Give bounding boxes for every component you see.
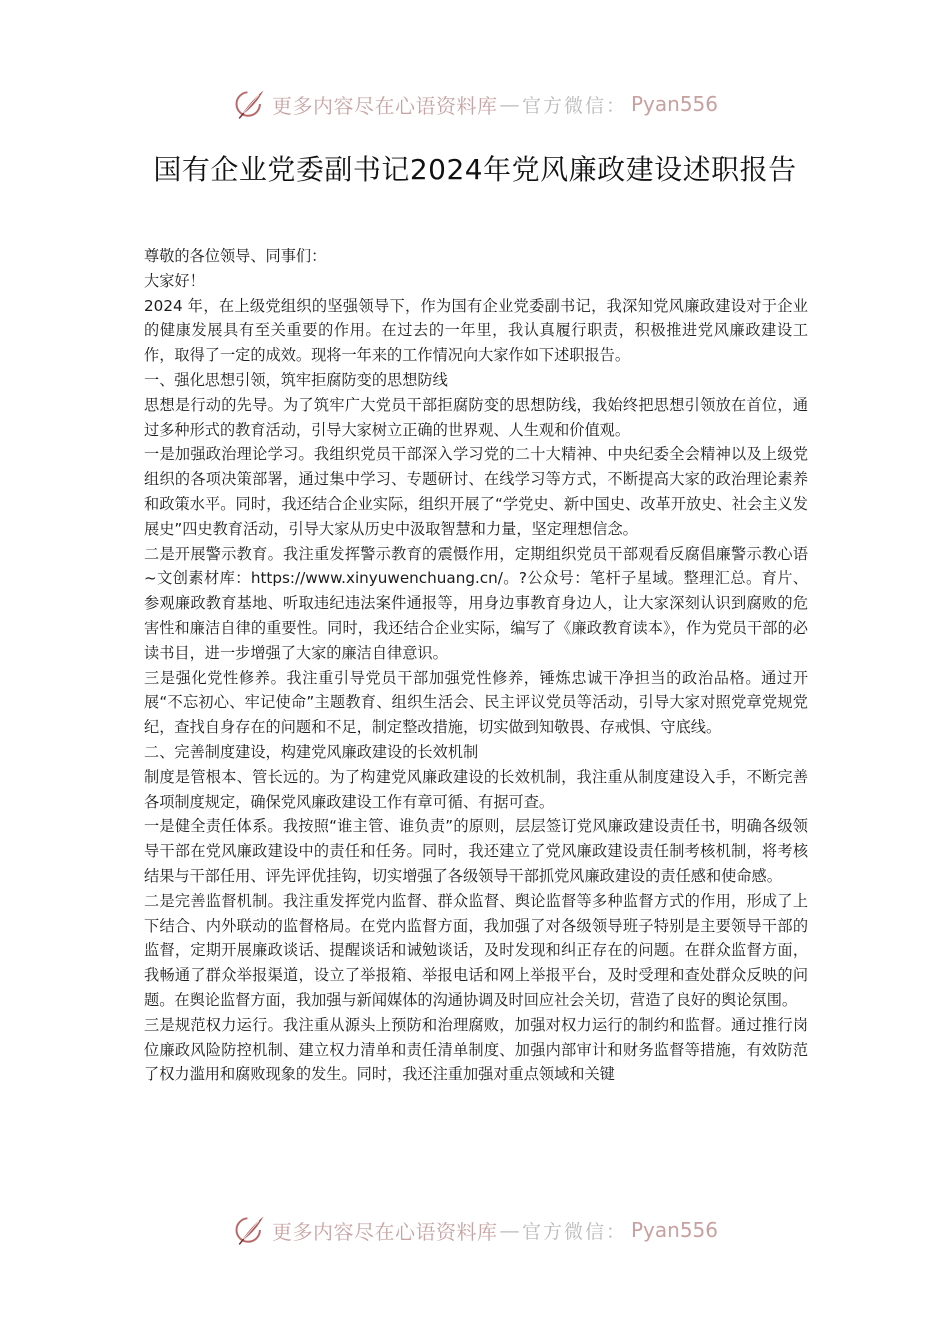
banner-text: 更多内容尽在心语资料库 — [271, 93, 498, 118]
banner-dash: — — [499, 1218, 520, 1242]
paragraph: 制度是管根本、管长远的。为了构建党风廉政建设的长效机制，我注重从制度建设入手，不断完善各项制度规定，确保党风廉政建设工作有章可循、有据可查。 — [144, 767, 808, 811]
paragraph: 一是加强政治理论学习。我组织党员干部深入学习党的二十大精神、中央纪委全会精神以及上级党组织的各项决策部署，通过集中学习、专题研讨、在线学习等方式，不断提高大家的政治理论素养和政策水平。同时，我还结合企业实际，组织开展了“学党史、新中国史、改革开放史、社会主义发展史”四史教育活动，引导大家从历史中汲取智慧和力量，坚定理想信念。 — [144, 445, 808, 538]
banner-wechat-id: Pyan556 — [631, 1218, 719, 1242]
banner-wechat-label: 官方微信： — [521, 1220, 627, 1243]
paragraph: 三是规范权力运行。我注重从源头上预防和治理腐败，加强对权力运行的制约和监督。通过推行岗位廉政风险防控机制、建立权力清单和责任清单制度、加强内部审计和财务监督等措施，有效防范了权力滥用和腐败现象的发生。同时，我还注重加强对重点领域和关键 — [144, 1015, 808, 1084]
paragraph: 二是完善监督机制。我注重发挥党内监督、群众监督、舆论监督等多种监督方式的作用，形成了上下结合、内外联动的监督格局。在党内监督方面，我加强了对各级领导班子特别是主要领导干部的监督，定期开展廉政谈话、提醒谈话和诫勉谈话，及时发现和纠正存在的问题。在群众监督方面，我畅通了群众举报渠道，设立了举报箱、举报电话和网上举报平台，及时受理和查处群众反映的问题。在舆论监督方面，我加强与新闻媒体的沟通协调及时回应社会关切，营造了良好的舆论氛围。 — [144, 891, 808, 1009]
paragraph: 一是健全责任体系。我按照“谁主管、谁负责”的原则，层层签订党风廉政建设责任书，明确各级领导干部在党风廉政建设中的责任和任务。同时，我还建立了党风廉政建设责任制考核机制，将考核结果与干部任用、评先评优挂钩，切实增强了各级领导干部抓党风廉政建设的责任感和使命感。 — [144, 817, 808, 885]
paragraph: 尊敬的各位领导、同事们： — [144, 247, 327, 265]
banner-wechat-id: Pyan556 — [631, 92, 719, 116]
paragraph: 大家好！ — [144, 271, 205, 290]
document-body — [144, 244, 808, 1087]
document-title: 国有企业党委副书记2024年党风廉政建设述职报告 — [153, 153, 797, 186]
paragraph: 思想是行动的先导。为了筑牢广大党员干部拒腐防变的思想防线，我始终把思想引领放在首位，通过多种形式的教育活动，引导大家树立正确的世界观、人生观和价值观。 — [144, 395, 808, 439]
banner-wechat-label: 官方微信： — [521, 94, 627, 117]
section-heading: 二、完善制度建设，构建党风廉政建设的长效机制 — [144, 742, 479, 761]
banner-text: 更多内容尽在心语资料库 — [271, 1219, 498, 1244]
paragraph: 三是强化党性修养。我注重引导党员干部加强党性修养，锤炼忠诚干净担当的政治品格。通过开展“不忘初心、牢记使命”主题教育、组织生活会、民主评议党员等活动，引导大家对照党章党规党纪，查找自身存在的问题和不足，制定整改措施，切实做到知敬畏、存戒惧、守底线。 — [144, 668, 808, 737]
paragraph: 2024 年，在上级党组织的坚强领导下，作为国有企业党委副书记，我深知党风廉政建设对于企业的健康发展具有至关重要的作用。在过去的一年里，我认真履行职责，积极推进党风廉政建设工作，取得了一定的成效。现将一年来的工作情况向大家作如下述职报告。 — [144, 296, 808, 365]
footer-banner — [0, 1208, 950, 1252]
quill-logo-icon — [232, 1212, 268, 1248]
header-banner — [0, 82, 950, 126]
banner-dash: — — [499, 92, 520, 116]
paragraph: 二是开展警示教育。我注重发挥警示教育的震慑作用，定期组织党员干部观看反腐倡廉警示教心语~文创素材库：https://www.xinyuwenchuang.cn/。?公众号：笔杆子星域。整理汇总。育片、参观廉政教育基地、听取违纪违法案件通报等，用身边事教育身边人，让大家深刻认识到腐败的危害性和廉洁自律的重要性。同时，我还结合企业实际，编写了《廉政教育读本》，作为党员干部的必读书目，进一步增强了大家的廉洁自律意识。 — [144, 544, 808, 662]
quill-logo-icon — [232, 86, 268, 122]
section-heading: 一、强化思想引领，筑牢拒腐防变的思想防线 — [144, 370, 448, 389]
